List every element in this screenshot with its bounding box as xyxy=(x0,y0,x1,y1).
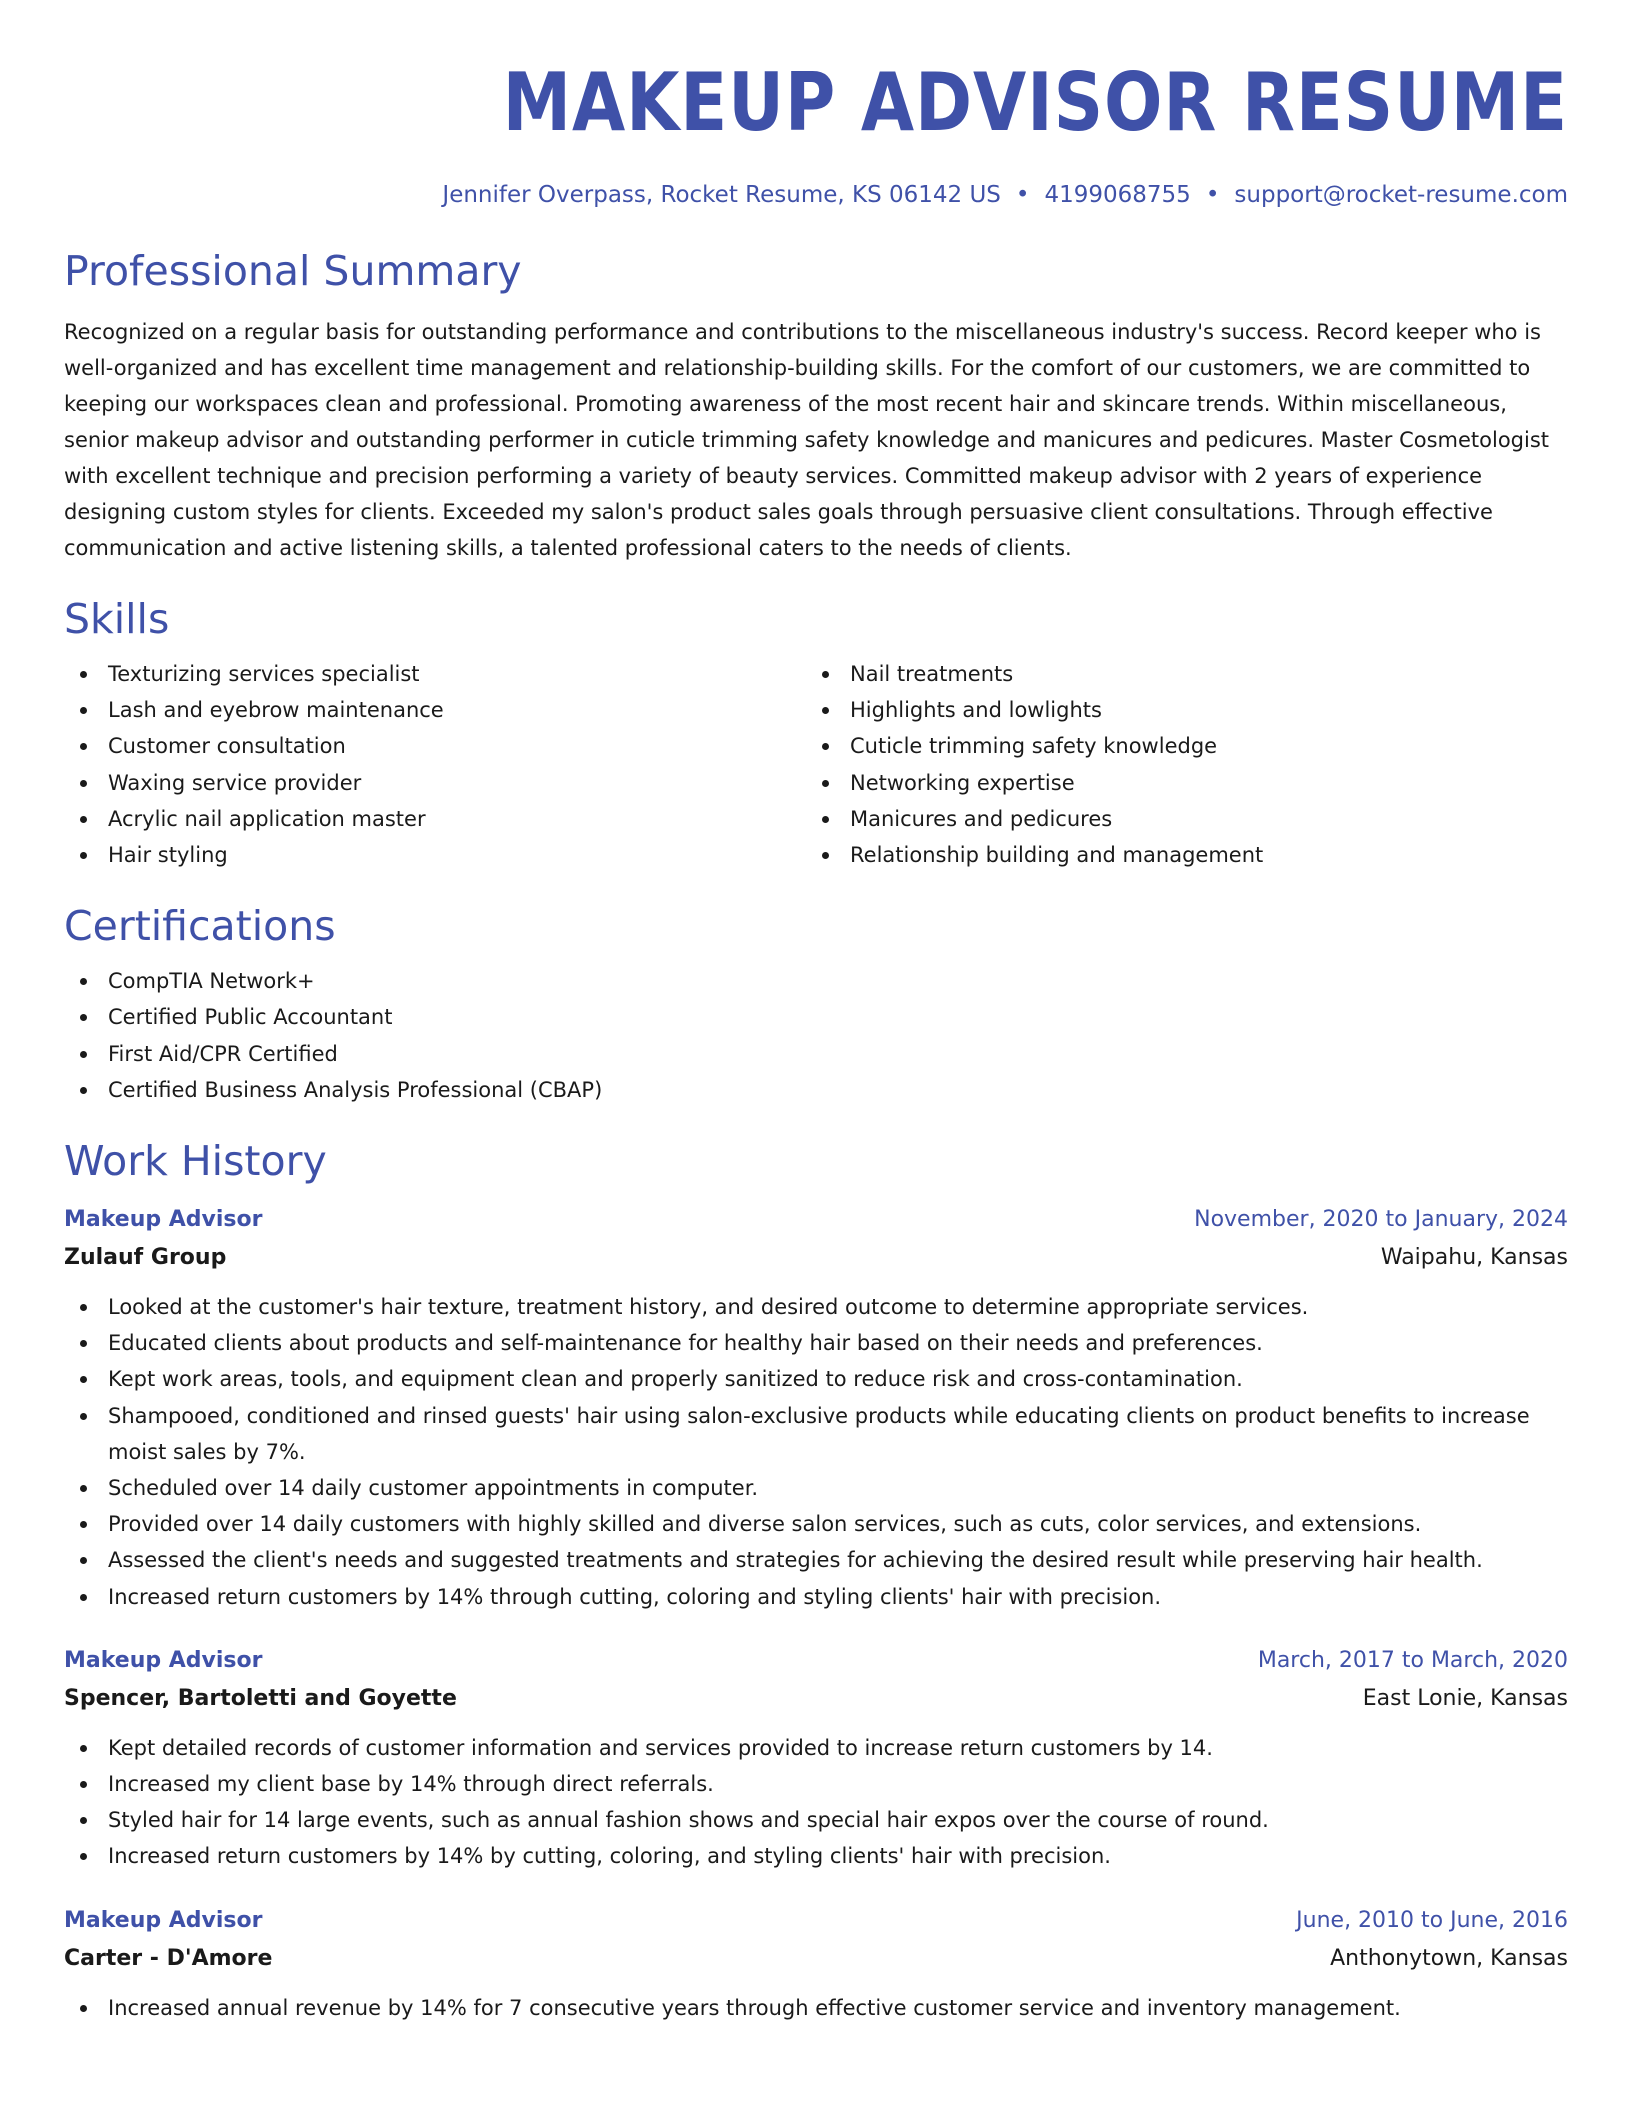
job-subheader xyxy=(64,1238,1568,1278)
job-location: Waipahu, Kansas xyxy=(1380,1245,1568,1271)
job-bullets xyxy=(64,1990,1568,2026)
certification-item: Certified Public Accountant xyxy=(64,999,1568,1035)
skill-item: Highlights and lowlights xyxy=(806,692,1548,728)
skill-item: Acrylic nail application master xyxy=(64,801,806,837)
contact-phone: 4199068755 xyxy=(1044,182,1191,208)
job-bullet: Increased return customers by 14% by cutting, coloring, and styling clients' hair with precision. xyxy=(64,1838,1568,1874)
contact-separator: • xyxy=(1015,182,1030,208)
job-bullets xyxy=(64,1289,1568,1615)
job-location: East Lonie, Kansas xyxy=(1362,1685,1568,1711)
skills-list-left xyxy=(64,656,806,873)
certification-item: Certified Business Analysis Professional (CBAP) xyxy=(64,1072,1568,1108)
job-bullet: Increased annual revenue by 14% for 7 consecutive years through effective customer service and inventory management. xyxy=(64,1990,1568,2026)
job-dates: November, 2020 to January, 2024 xyxy=(1194,1207,1568,1233)
job-bullet: Increased my client base by 14% through direct referrals. xyxy=(64,1766,1568,1802)
job-company: Carter - D'Amore xyxy=(64,1945,273,1971)
resume-title: MAKEUP ADVISOR RESUME xyxy=(502,56,1568,149)
certification-item: First Aid/CPR Certified xyxy=(64,1036,1568,1072)
skill-item: Hair styling xyxy=(64,837,806,873)
job-title: Makeup Advisor xyxy=(64,1907,263,1933)
certification-item: CompTIA Network+ xyxy=(64,963,1568,999)
skill-item: Relationship building and management xyxy=(806,837,1548,873)
job-header xyxy=(64,1202,1568,1238)
job-location: Anthonytown, Kansas xyxy=(1330,1945,1568,1971)
certifications-heading: Certifications xyxy=(64,902,336,951)
job-bullet: Kept detailed records of customer information and services provided to increase return customers by 14. xyxy=(64,1730,1568,1766)
skills-section xyxy=(64,594,1568,873)
summary-heading: Professional Summary xyxy=(64,247,522,295)
job-header xyxy=(64,1643,1568,1679)
job-title: Makeup Advisor xyxy=(64,1207,263,1233)
job-header xyxy=(64,1903,1568,1939)
job-company: Spencer, Bartoletti and Goyette xyxy=(64,1685,457,1711)
contact-line xyxy=(64,180,1568,210)
job-subheader xyxy=(64,1679,1568,1719)
job-entry xyxy=(64,1202,1568,1615)
skill-item: Waxing service provider xyxy=(64,765,806,801)
job-bullet: Looked at the customer's hair texture, treatment history, and desired outcome to determine appropriate services. xyxy=(64,1289,1568,1325)
certifications-list xyxy=(64,963,1568,1108)
job-bullet: Styled hair for 14 large events, such as annual fashion shows and special hair expos over the course of round. xyxy=(64,1802,1568,1838)
job-bullet: Assessed the client's needs and suggested treatments and strategies for achieving the desired result while preserving hair health. xyxy=(64,1542,1568,1578)
skill-item: Networking expertise xyxy=(806,765,1548,801)
work-history-heading: Work History xyxy=(64,1137,327,1186)
job-entry xyxy=(64,1903,1568,2026)
job-entry xyxy=(64,1643,1568,1875)
job-bullets xyxy=(64,1730,1568,1875)
skill-item: Texturizing services specialist xyxy=(64,656,806,692)
job-dates: March, 2017 to March, 2020 xyxy=(1257,1647,1568,1673)
skill-item: Nail treatments xyxy=(806,656,1548,692)
skill-item: Manicures and pedicures xyxy=(806,801,1548,837)
job-subheader xyxy=(64,1939,1568,1979)
skills-columns xyxy=(64,656,1568,873)
job-bullet: Educated clients about products and self-maintenance for healthy hair based on their needs and preferences. xyxy=(64,1325,1568,1361)
contact-email[interactable]: support@rocket-resume.com xyxy=(1234,182,1568,208)
job-bullet: Increased return customers by 14% through cutting, coloring and styling clients' hair with precision. xyxy=(64,1579,1568,1615)
job-bullet: Kept work areas, tools, and equipment clean and properly sanitized to reduce risk and cross-contamination. xyxy=(64,1361,1568,1397)
job-bullet: Scheduled over 14 daily customer appointments in computer. xyxy=(64,1470,1568,1506)
job-dates: June, 2010 to June, 2016 xyxy=(1296,1907,1568,1933)
job-bullet: Provided over 14 daily customers with highly skilled and diverse salon services, such as cuts, color services, and extensions. xyxy=(64,1506,1568,1542)
skills-heading: Skills xyxy=(64,595,170,643)
skill-item: Customer consultation xyxy=(64,728,806,764)
skills-list-right xyxy=(806,656,1548,873)
skill-item: Lash and eyebrow maintenance xyxy=(64,692,806,728)
job-company: Zulauf Group xyxy=(64,1245,227,1271)
job-title: Makeup Advisor xyxy=(64,1647,263,1673)
summary-text: Recognized on a regular basis for outstanding performance and contributions to the miscellaneous industry's success. Record keeper who is well-organized and has excellent time management and relationship-building skills. For the comfort of our customers, we are committed to keeping our workspaces clean and professional. Promoting awareness of the most recent hair and skincare trends. Within miscellaneous, senior makeup advisor and outstanding performer in cuticle trimming safety knowledge and manicures and pedicures. Master Cosmetologist with excellent technique and precision performing a variety of beauty services. Committed makeup advisor with 2 years of experience designing custom styles for clients. Exceeded my salon's product sales goals through persuasive client consultations. Through effective communication and active listening skills, a talented professional caters to the needs of clients. xyxy=(64,320,1550,560)
work-history-section xyxy=(64,1136,1568,2026)
contact-separator: • xyxy=(1205,182,1220,208)
certifications-section xyxy=(64,901,1568,1108)
job-bullet: Shampooed, conditioned and rinsed guests' hair using salon-exclusive products while educating clients on product benefits to increase moist sales by 7%. xyxy=(64,1398,1568,1470)
summary-section xyxy=(64,246,1568,566)
skill-item: Cuticle trimming safety knowledge xyxy=(806,728,1548,764)
contact-address: Jennifer Overpass, Rocket Resume, KS 06142 US xyxy=(442,182,1001,208)
